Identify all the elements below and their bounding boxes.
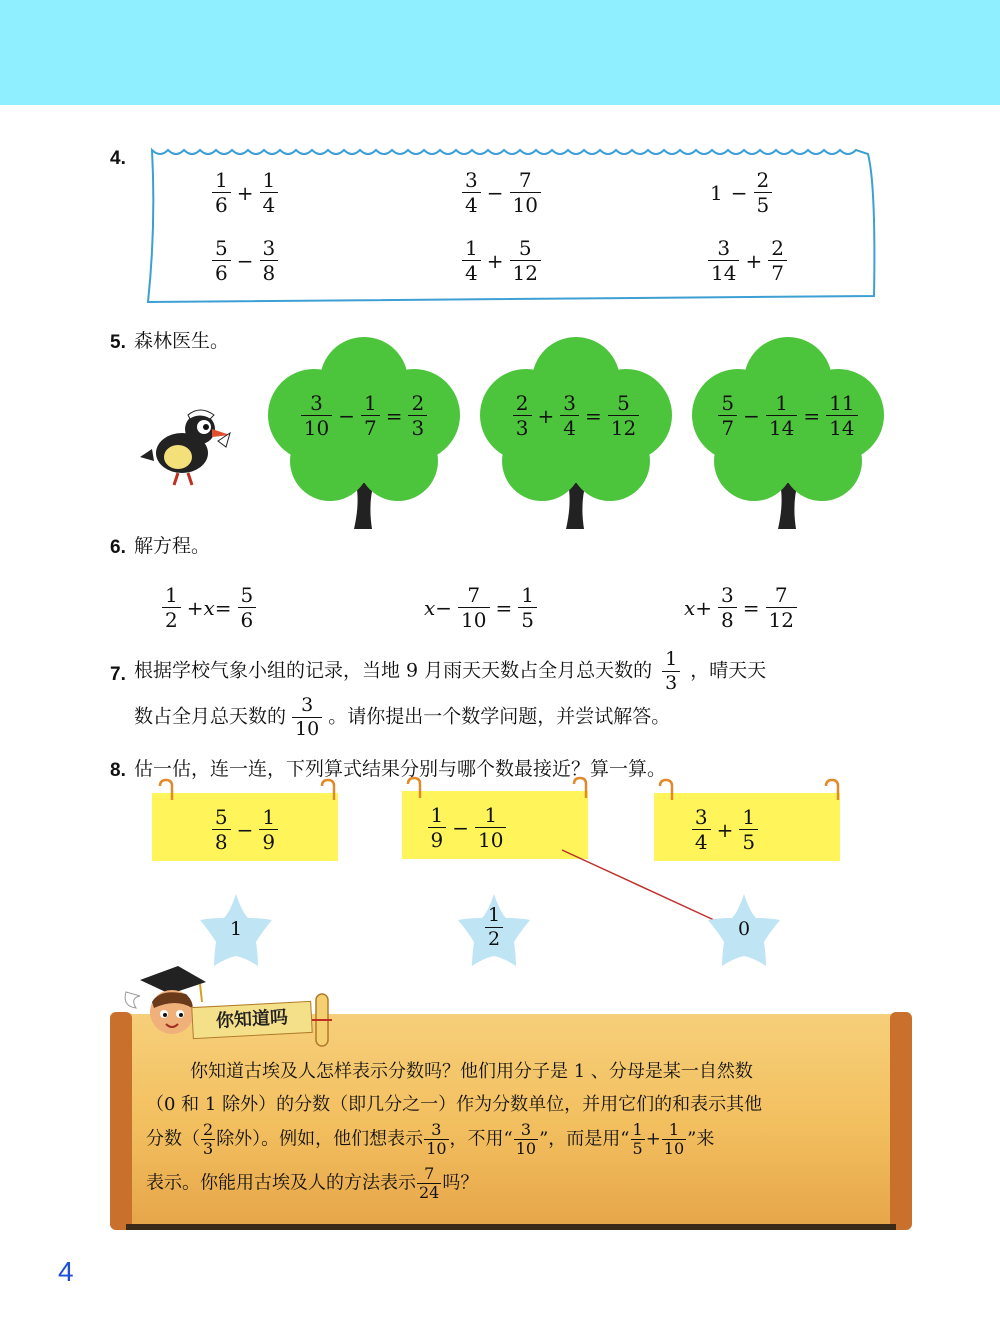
star-answer-half[interactable] [454,890,534,970]
q7-number: 7. [110,664,126,685]
tree-2-equation: $\frac{2}{3}$ + $\frac{3}{4}$ = $\frac{5}{12}$ [476,393,676,438]
q5-title: 森林医生。 [134,330,230,352]
star-answer-1[interactable] [196,890,276,970]
dyk-line-2: （0 和 1 除外）的分数（即几分之一）作为分数单位，并用它们的和表示其他 [146,1094,763,1115]
q6-equation-2: x− $\frac{7}{10}$ = $\frac{1}{5}$ [420,585,539,630]
q4-expr-5: $\frac{1}{4}$ + $\frac{5}{12}$ [460,238,543,283]
q4-expr-1: $\frac{1}{6}$ + $\frac{1}{4}$ [210,170,280,215]
q4-expr-3: 1 − $\frac{2}{5}$ [706,170,774,215]
q6-equation-3: x+ $\frac{3}{8}$ = $\frac{7}{12}$ [680,585,799,630]
q6-number: 6. [110,537,126,558]
tree-3-equation: $\frac{5}{7}$ − $\frac{1}{14}$ = $\frac{11}{14}$ [688,393,888,438]
q7-line-2: 数占全月总天数的 $\frac{3}{10}$ 。请你提出一个数学问题，并尝试解答。 [134,694,671,740]
q6-equation-1: $\frac{1}{2}$ +x= $\frac{5}{6}$ [160,585,258,630]
dyk-line-4: 表示。你能用古埃及人的方法表示 $\frac{7}{24}$ 吗？ [146,1164,479,1202]
star-half-label: $\frac{1}{2}$ [454,906,534,949]
q4-expr-2: $\frac{3}{4}$ − $\frac{7}{10}$ [460,170,543,215]
rolled-scroll-icon [308,990,336,1050]
did-you-know-banner [191,1001,313,1039]
dyk-line-1: 你知道古埃及人怎样表示分数吗？他们用分子是 1 、分母是某一自然数 [190,1061,753,1082]
note-card-3-expression: $\frac{3}{4}$ + $\frac{1}{5}$ [632,807,818,852]
note-card-1-expression: $\frac{5}{8}$ − $\frac{1}{9}$ [152,807,338,852]
q8-title: 估一估，连一连，下列算式结果分别与哪个数最接近？算一算。 [134,758,667,780]
star-answer-0[interactable] [704,890,784,970]
did-you-know-title: 你知道吗 [215,1007,289,1032]
note-card-2-expression: $\frac{1}{9}$ − $\frac{1}{10}$ [374,805,560,850]
q7-line-1: 根据学校气象小组的记录，当地 9 月雨天天数占全月总天数的 $\frac{1}{3}$ ，晴天天 [134,648,767,694]
q6-title: 解方程。 [134,535,211,557]
q4-expr-4: $\frac{5}{6}$ − $\frac{3}{8}$ [210,238,280,283]
star-1-label: 1 [229,918,243,940]
q8-number: 8. [110,760,126,781]
q5-number: 5. [110,332,126,353]
tree-1-equation: $\frac{3}{10}$ − $\frac{1}{7}$ = $\frac{2}{3}$ [264,393,464,438]
dyk-line-3: 分数（ $\frac{2}{3}$ 除外）。例如，他们想表示 $\frac{3}{10}$ ，不用“ $\frac{3}{10}$ ”，而是用“ $\frac{1}{5}$ + $\frac{1}{10}$ ”来 [146,1120,715,1158]
page-number: 4 [58,1256,74,1287]
q4-number: 4. [110,148,126,169]
q4-expr-6: $\frac{3}{14}$ + $\frac{2}{7}$ [706,238,789,283]
star-0-label: 0 [737,918,751,940]
